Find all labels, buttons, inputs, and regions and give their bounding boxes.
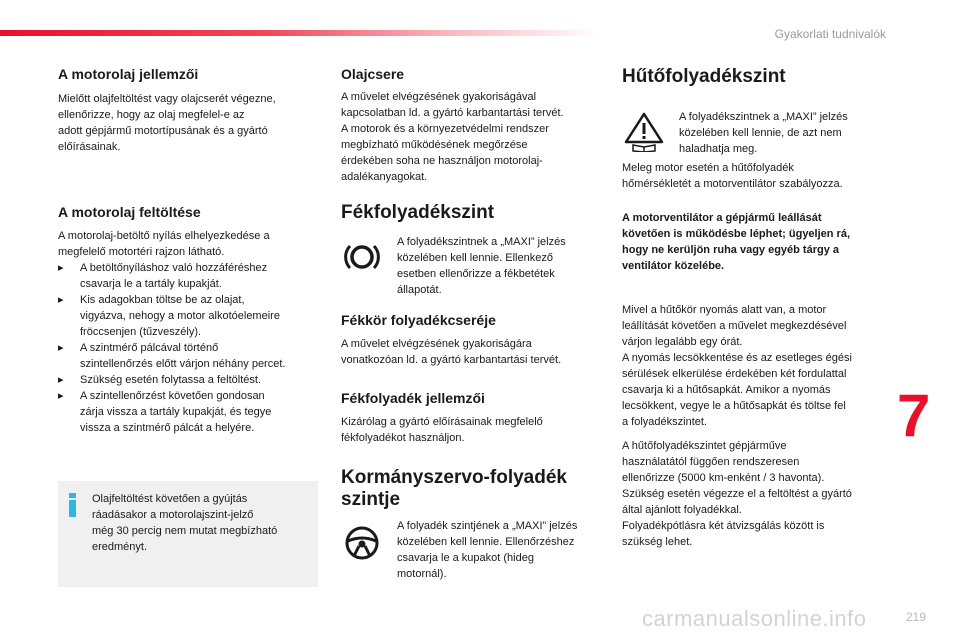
coolant-warning: A motorventilátor a gépjármű leállását követően is működésbe léphet; ügyeljen rá, hogy ne kerüljön ruha vagy egyéb tárgy a ventilátor közelébe. — [622, 212, 851, 272]
watermark: carmanualsonline.info — [642, 606, 867, 631]
info-box — [58, 481, 318, 587]
oil-change-text: A művelet elvégzésének gyakoriságával kapcsolatban ld. a gyártó karbantartási tervét. A motorok és a környezetvédelmi rendszer megbízható működésének megőrzése érdekében soha ne használjon motorolaj- adalékanyagokat. — [341, 91, 564, 183]
oil-spec-heading: A motorolaj jellemzői — [58, 66, 199, 82]
coolant-text-2: Mivel a hűtőkör nyomás alatt van, a motor leállítását követően a művelet megkezdésével várjon legalább egy órát. A nyomás lecsökkentése és az esetleges égési sérülések elkerülése érdekében két fordulattal csavarja ki a hűtősapkát. Amikor a nyomás lecsökkent, vegye le a hűtősapkát és töltse fel a folyadékszintet. — [622, 304, 852, 428]
bullet-arrow-icon: ▸ — [58, 294, 64, 306]
brake-change-text: A művelet elvégzésének gyakoriságára vonatkozóan ld. a gyártó karbantartási tervét. — [341, 338, 562, 366]
bullet-arrow-icon: ▸ — [58, 390, 64, 402]
warning-manual-icon — [624, 112, 664, 152]
oil-fill-steps — [58, 260, 320, 436]
list-item: ▸ A szintellenőrzést követően gondosan zárja vissza a tartály kupakját, és tegye vissza a szintmérő pálcát a helyére. — [58, 390, 272, 434]
coolant-icon-text: A folyadékszintnek a „MAXI” jelzés közelében kell lennie, de azt nem haladhatja meg. — [679, 111, 848, 155]
oil-fill-intro: A motorolaj-betöltő nyílás elhelyezkedése a megfelelő motortéri rajzon látható. — [58, 230, 270, 258]
page-number: 219 — [906, 610, 927, 624]
brake-spec-heading: Fékfolyadék jellemzői — [341, 390, 485, 406]
brake-change-heading: Fékkör folyadékcseréje — [341, 312, 496, 328]
steering-heading: Kormányszervo-folyadék szintje — [341, 467, 567, 510]
info-icon — [68, 493, 77, 517]
bullet-arrow-icon: ▸ — [58, 262, 64, 274]
brake-level-heading: Fékfolyadékszint — [341, 202, 495, 223]
coolant-text-1: Meleg motor esetén a hűtőfolyadék hőmérsékletét a motorventilátor szabályozza. — [622, 162, 843, 190]
coolant-heading: Hűtőfolyadékszint — [622, 66, 786, 87]
list-item: ▸ A szintmérő pálcával történő szintellenőrzés előtt várjon néhány percet. — [58, 342, 286, 370]
bullet-arrow-icon: ▸ — [58, 342, 64, 354]
steering-text: A folyadék szintjének a „MAXI” jelzés közelében kell lennie. Ellenőrzéshez csavarja le a kupakot (hideg motornál). — [397, 520, 578, 580]
chapter-number: 7 — [897, 382, 931, 449]
oil-fill-heading: A motorolaj feltöltése — [58, 204, 201, 220]
coolant-text-3: A hűtőfolyadékszintet gépjárműve használatától függően rendszeresen ellenőrizze (5000 km-enként / 3 havonta). Szükség esetén végezze el a feltöltést a gyártó által ajánlott folyadékkal. Folyadékpótlásra két átvizsgálás között is szükség lehet. — [622, 440, 852, 548]
info-text: Olajfeltöltést követően a gyújtás ráadásakor a motorolajszint-jelző még 30 percig nem mutat megbízható eredményt. — [92, 493, 278, 553]
section-title: Gyakorlati tudnivalók — [774, 27, 886, 41]
steering-wheel-icon — [344, 525, 380, 561]
brake-fluid-icon — [343, 238, 381, 276]
list-item: ▸ A betöltőnyíláshoz való hozzáféréshez csavarja le a tartály kupakját. — [58, 262, 268, 290]
oil-change-heading: Olajcsere — [341, 66, 405, 82]
brake-spec-text: Kizárólag a gyártó előírásainak megfelelő fékfolyadékot használjon. — [341, 416, 543, 444]
oil-spec-text: Mielőtt olajfeltöltést vagy olajcserét végezne, ellenőrizze, hogy az olaj megfelel-e az adott gépjármű motortípusának és a gyártó előírásainak. — [58, 93, 276, 153]
header-accent-bar — [0, 30, 600, 36]
list-item: ▸ Szükség esetén folytassa a feltöltést. — [58, 374, 261, 386]
list-item: ▸ Kis adagokban töltse be az olajat, vigyázva, nehogy a motor alkotóelemeire fröccsenjen (tűzveszély). — [58, 294, 280, 338]
brake-level-text: A folyadékszintnek a „MAXI” jelzés közelében kell lennie. Ellenkező esetben ellenőrizze a fékbetétek állapotát. — [397, 236, 566, 296]
bullet-arrow-icon: ▸ — [58, 374, 64, 386]
